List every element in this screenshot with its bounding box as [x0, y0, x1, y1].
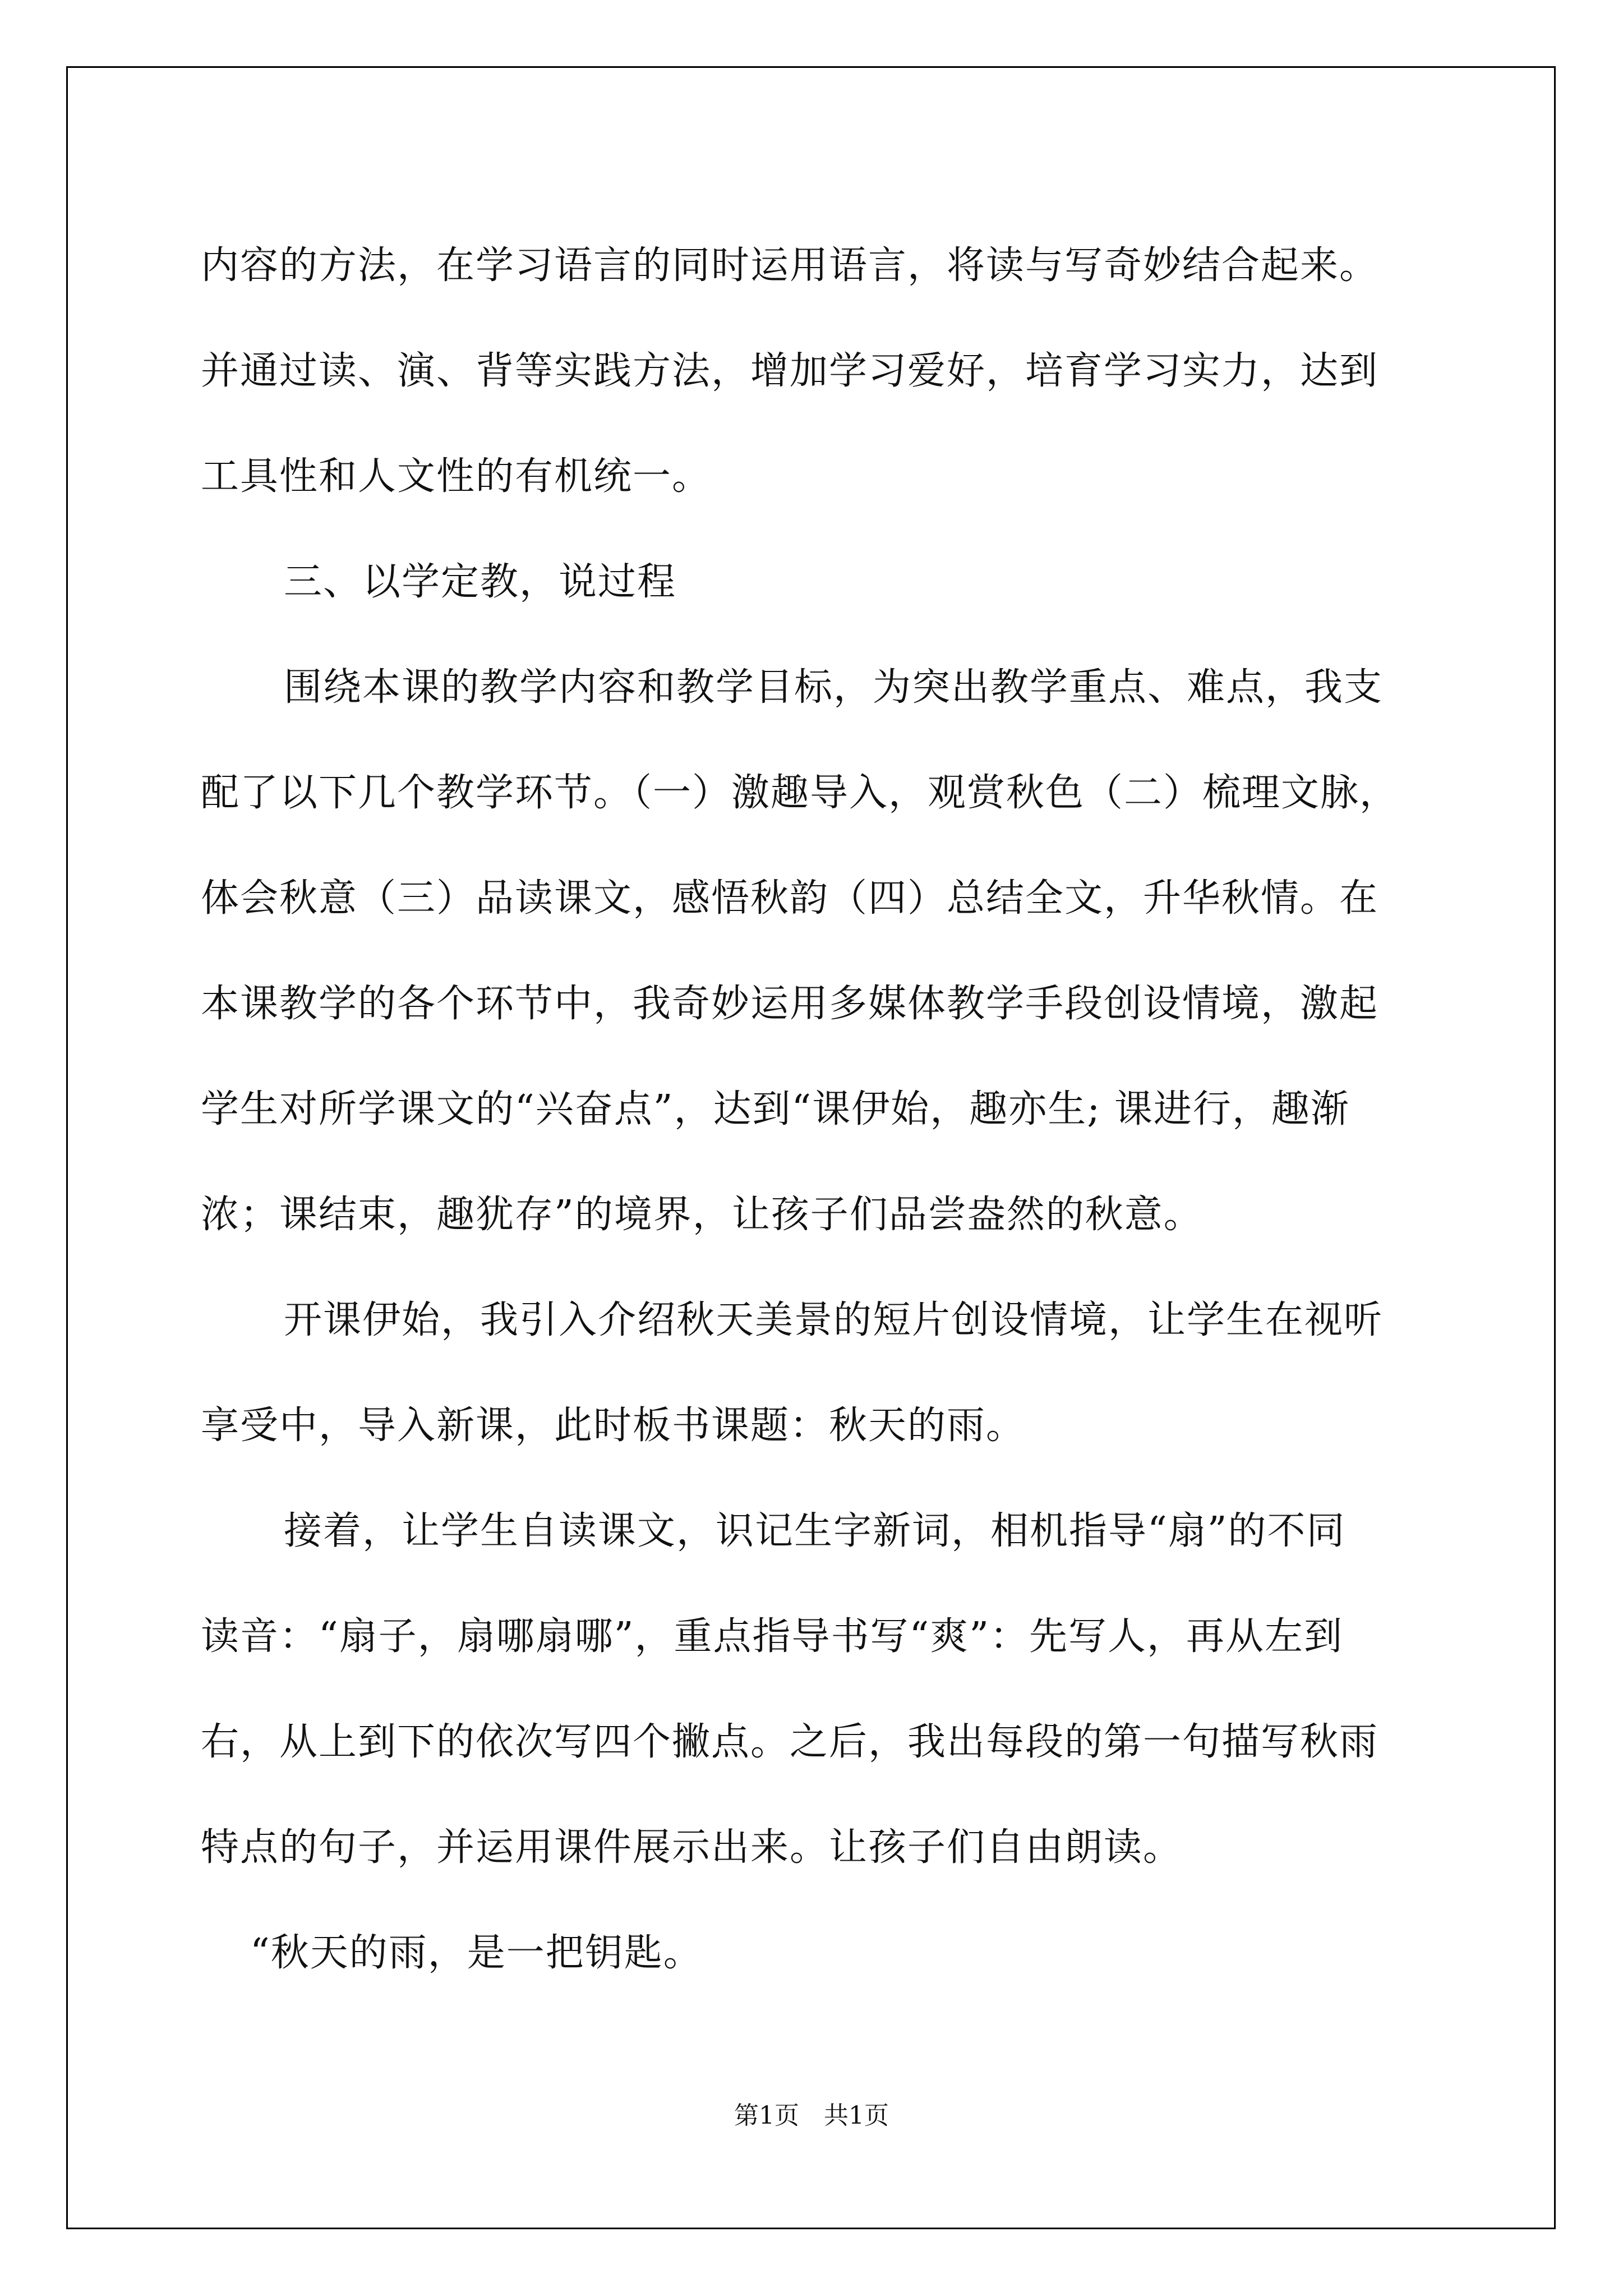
- text-line: 并通过读、演、背等实践方法，增加学习爱好，培育学习实力，达到: [201, 349, 1379, 393]
- text-line: 特点的句子，并运用课件展示出来。让孩子们自由朗读。: [201, 1825, 1183, 1870]
- text-line: 围绕本课的教学内容和教学目标，为突出教学重点、难点，我支: [284, 665, 1384, 710]
- text-line: 学生对所学课文的“兴奋点”，达到“课伊始，趣亦生; 课进行，趣渐: [201, 1087, 1350, 1131]
- page-footer: 第1页 共1页: [734, 2101, 889, 2130]
- text-line: 右，从上到下的依次写四个撇点。之后，我出每段的第一句描写秋雨: [201, 1720, 1379, 1764]
- text-line: 内容的方法，在学习语言的同时运用语言，将读与写奇妙结合起来。: [201, 243, 1379, 288]
- text-line: 享受中，导入新课，此时板书课题：秋天的雨。: [201, 1404, 1026, 1448]
- text-line: 本课教学的各个环节中，我奇妙运用多媒体教学手段创设情境，激起: [201, 982, 1379, 1026]
- text-line: 体会秋意（三）品读课文，感悟秋韵（四）总结全文，升华秋情。在: [201, 876, 1379, 921]
- text-line: 浓；课结束，趣犹存”的境界，让孩子们品尝盎然的秋意。: [201, 1193, 1203, 1237]
- text-line: 接着，让学生自读课文，识记生字新词，相机指导“扇”的不同: [284, 1509, 1346, 1553]
- text-line: 读音：“扇子，扇哪扇哪”，重点指导书写“爽”：先写人，再从左到: [201, 1614, 1344, 1659]
- text-line: 工具性和人文性的有机统一。: [201, 454, 712, 499]
- text-line: 开课伊始，我引入介绍秋天美景的短片创设情境，让学生在视听: [284, 1298, 1384, 1342]
- quote-line: “秋天的雨，是一把钥匙。: [250, 1931, 703, 1975]
- text-line: 配了以下几个教学环节。（一）激趣导入，观赏秋色（二）梳理文脉，: [201, 771, 1399, 815]
- section-heading: 三、以学定教，说过程: [284, 560, 677, 604]
